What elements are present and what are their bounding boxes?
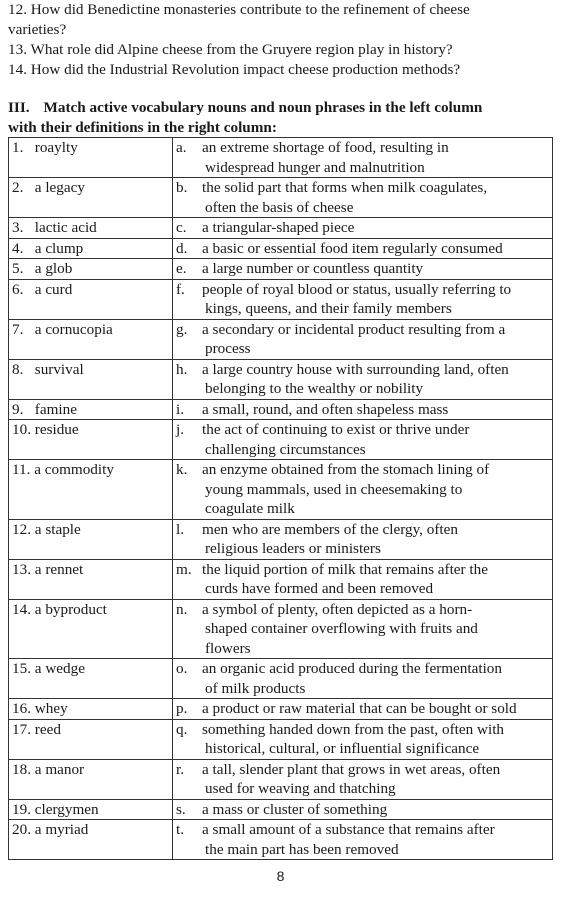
table-row <box>9 519 553 559</box>
definition-line: the act of continuing to exist or thrive under <box>202 421 470 438</box>
definition-cell <box>173 138 553 178</box>
definition-cell <box>173 699 553 720</box>
section-number: III. <box>8 99 30 116</box>
definition-cell <box>173 719 553 759</box>
table-row <box>9 460 553 520</box>
definition-letter: p. <box>176 700 188 717</box>
vocabulary-term: 17. reed <box>9 719 173 759</box>
definition-line: a large country house with surrounding land, often <box>202 360 509 378</box>
definition-text <box>202 800 552 820</box>
definition-line: challenging circumstances <box>205 440 366 458</box>
vocabulary-term: 18. a manor <box>9 759 173 799</box>
definition-line: process <box>205 340 251 357</box>
definition-cell <box>173 218 553 239</box>
definition-line: a mass or cluster of something <box>202 800 388 818</box>
definition-line: belonging to the wealthy or nobility <box>205 380 424 397</box>
definition-line: an enzyme obtained from the stomach lining of <box>202 461 490 478</box>
definition <box>176 699 552 719</box>
definition-line: the solid part that forms when milk coagulates, <box>202 179 488 196</box>
definition-cell <box>173 599 553 659</box>
definition <box>176 460 552 519</box>
definition-cell <box>173 259 553 280</box>
definition-text <box>202 138 552 177</box>
definition-line: curds have formed and been removed <box>205 580 434 597</box>
vocabulary-matching-table <box>8 137 553 860</box>
table-row <box>9 559 553 599</box>
definition-line: widespread hunger and malnutrition <box>205 158 425 176</box>
section-title-line2: with their definitions in the right column: <box>8 119 277 136</box>
definition-letter: b. <box>176 179 188 196</box>
definition-letter: g. <box>176 320 188 338</box>
definition <box>176 360 552 399</box>
definition-letter: s. <box>176 800 186 818</box>
definition-text <box>202 400 552 420</box>
vocabulary-term: 6. a curd <box>9 279 173 319</box>
vocabulary-term: 1. roaylty <box>9 138 173 178</box>
definition-text <box>202 820 552 859</box>
definition <box>176 178 552 217</box>
table-row <box>9 359 553 399</box>
table-row <box>9 719 553 759</box>
definition-line: a tall, slender plant that grows in wet areas, often <box>202 760 501 778</box>
definition-text <box>202 239 552 259</box>
definition-cell <box>173 559 553 599</box>
definition-text <box>202 760 552 799</box>
definition-line: an organic acid produced during the fermentation <box>202 660 502 677</box>
definition-letter: l. <box>176 520 185 538</box>
definition-text <box>202 259 552 279</box>
definition-letter: a. <box>176 139 187 156</box>
question-12-line2: varieties? <box>8 21 67 38</box>
table-row <box>9 820 553 860</box>
definition <box>176 239 552 259</box>
vocabulary-term: 11. a commodity <box>9 460 173 520</box>
definition-letter: j. <box>176 421 185 438</box>
table-row <box>9 218 553 239</box>
definition-letter: f. <box>176 280 185 298</box>
vocabulary-term: 3. lactic acid <box>9 218 173 239</box>
definition-text <box>202 360 552 399</box>
vocabulary-term: 8. survival <box>9 359 173 399</box>
definition-text <box>202 178 552 217</box>
definition-letter: n. <box>176 600 188 618</box>
definition <box>176 760 552 799</box>
definition-text <box>202 560 552 599</box>
definition-text <box>202 420 552 459</box>
table-row <box>9 759 553 799</box>
definition-cell <box>173 319 553 359</box>
definition <box>176 720 552 759</box>
vocabulary-term: 4. a clump <box>9 238 173 259</box>
questions-block <box>8 0 556 80</box>
vocabulary-term: 13. a rennet <box>9 559 173 599</box>
definition-cell <box>173 399 553 420</box>
section-heading <box>8 98 556 138</box>
definition <box>176 138 552 177</box>
definition-letter: r. <box>176 760 185 778</box>
definition-line: religious leaders or ministers <box>205 540 381 557</box>
definition <box>176 420 552 459</box>
section-title-line1: Match active vocabulary nouns and noun phrases in the left column <box>43 99 483 116</box>
definition-line: a product or raw material that can be bought or sold <box>202 700 517 717</box>
definition-line: flowers <box>205 639 251 657</box>
definition-line: a basic or essential food item regularly consumed <box>202 239 503 257</box>
definition-line: young mammals, used in cheesemaking to <box>205 480 463 498</box>
definition-line: shaped container overflowing with fruits and <box>205 620 478 637</box>
vocabulary-term: 9. famine <box>9 399 173 420</box>
vocabulary-term: 2. a legacy <box>9 178 173 218</box>
definition <box>176 820 552 859</box>
definition-text <box>202 600 552 659</box>
definition-cell <box>173 799 553 820</box>
table-row <box>9 279 553 319</box>
definition-line: something handed down from the past, often with <box>202 720 505 738</box>
definition-letter: m. <box>176 560 192 578</box>
definition-text <box>202 720 552 759</box>
vocabulary-term: 12. a staple <box>9 519 173 559</box>
vocabulary-term: 7. a cornucopia <box>9 319 173 359</box>
definition-cell <box>173 279 553 319</box>
definition-cell <box>173 420 553 460</box>
definition-text <box>202 699 552 719</box>
definition-cell <box>173 460 553 520</box>
vocabulary-term: 5. a glob <box>9 259 173 280</box>
vocabulary-term: 16. whey <box>9 699 173 720</box>
definition-line: the liquid portion of milk that remains after the <box>202 560 488 578</box>
definition <box>176 320 552 359</box>
definition-line: of milk products <box>205 679 306 697</box>
definition-cell <box>173 820 553 860</box>
definition-line: often the basis of cheese <box>205 198 354 216</box>
vocabulary-term: 15. a wedge <box>9 659 173 699</box>
definition <box>176 280 552 319</box>
definition-cell <box>173 359 553 399</box>
table-row <box>9 659 553 699</box>
definition-line: a symbol of plenty, often depicted as a horn- <box>202 600 473 618</box>
definition-letter: h. <box>176 360 188 378</box>
definition-text <box>202 520 552 559</box>
table-row <box>9 599 553 659</box>
definition-text <box>202 320 552 359</box>
definition-line: an extreme shortage of food, resulting in <box>202 139 449 156</box>
definition <box>176 659 552 698</box>
definition-cell <box>173 238 553 259</box>
definition-cell <box>173 519 553 559</box>
definition-cell <box>173 759 553 799</box>
section-heading-line1 <box>8 98 556 118</box>
definition <box>176 400 552 420</box>
table-row <box>9 178 553 218</box>
definition-letter: q. <box>176 720 188 738</box>
definition <box>176 520 552 559</box>
vocabulary-term: 10. residue <box>9 420 173 460</box>
definition-letter: o. <box>176 660 188 677</box>
definition-line: a small, round, and often shapeless mass <box>202 400 449 418</box>
definition-text <box>202 659 552 698</box>
definition <box>176 560 552 599</box>
definition-line: a triangular-shaped piece <box>202 219 355 236</box>
definition <box>176 600 552 659</box>
definition-letter: c. <box>176 219 187 236</box>
question-14: 14. How did the Industrial Revolution impact cheese production methods? <box>8 61 461 78</box>
definition-text <box>202 460 552 519</box>
definition-line: kings, queens, and their family members <box>205 300 452 317</box>
definition-cell <box>173 659 553 699</box>
definition-line: men who are members of the clergy, often <box>202 520 458 538</box>
question-13: 13. What role did Alpine cheese from the Gruyere region play in history? <box>8 41 453 58</box>
definition-letter: e. <box>176 260 187 277</box>
definition <box>176 218 552 238</box>
matching-table-body <box>9 138 553 860</box>
page-number: 8 <box>276 868 285 884</box>
definition-line: people of royal blood or status, usually referring to <box>202 280 512 298</box>
table-row <box>9 138 553 178</box>
vocabulary-term: 20. a myriad <box>9 820 173 860</box>
definition-letter: k. <box>176 461 188 478</box>
definition-line: a secondary or incidental product resulting from a <box>202 320 506 338</box>
table-row <box>9 699 553 720</box>
table-row <box>9 238 553 259</box>
definition-line: historical, cultural, or influential significance <box>205 740 480 757</box>
definition-text <box>202 218 552 238</box>
definition-line: a small amount of a substance that remains after <box>202 821 495 838</box>
definition-letter: t. <box>176 821 185 838</box>
definition-letter: d. <box>176 239 188 257</box>
definition-line: used for weaving and thatching <box>205 780 396 797</box>
definition-line: the main part has been removed <box>205 840 399 858</box>
table-row <box>9 420 553 460</box>
table-row <box>9 799 553 820</box>
definition <box>176 259 552 279</box>
vocabulary-term: 14. a byproduct <box>9 599 173 659</box>
definition-line: coagulate milk <box>205 500 295 517</box>
definition-letter: i. <box>176 400 185 418</box>
definition-text <box>202 280 552 319</box>
vocabulary-term: 19. clergymen <box>9 799 173 820</box>
definition-cell <box>173 178 553 218</box>
table-row <box>9 259 553 280</box>
question-12-line1: 12. How did Benedictine monasteries contribute to the refinement of cheese <box>8 1 470 18</box>
table-row <box>9 319 553 359</box>
definition <box>176 800 552 820</box>
definition-line: a large number or countless quantity <box>202 260 424 277</box>
table-row <box>9 399 553 420</box>
